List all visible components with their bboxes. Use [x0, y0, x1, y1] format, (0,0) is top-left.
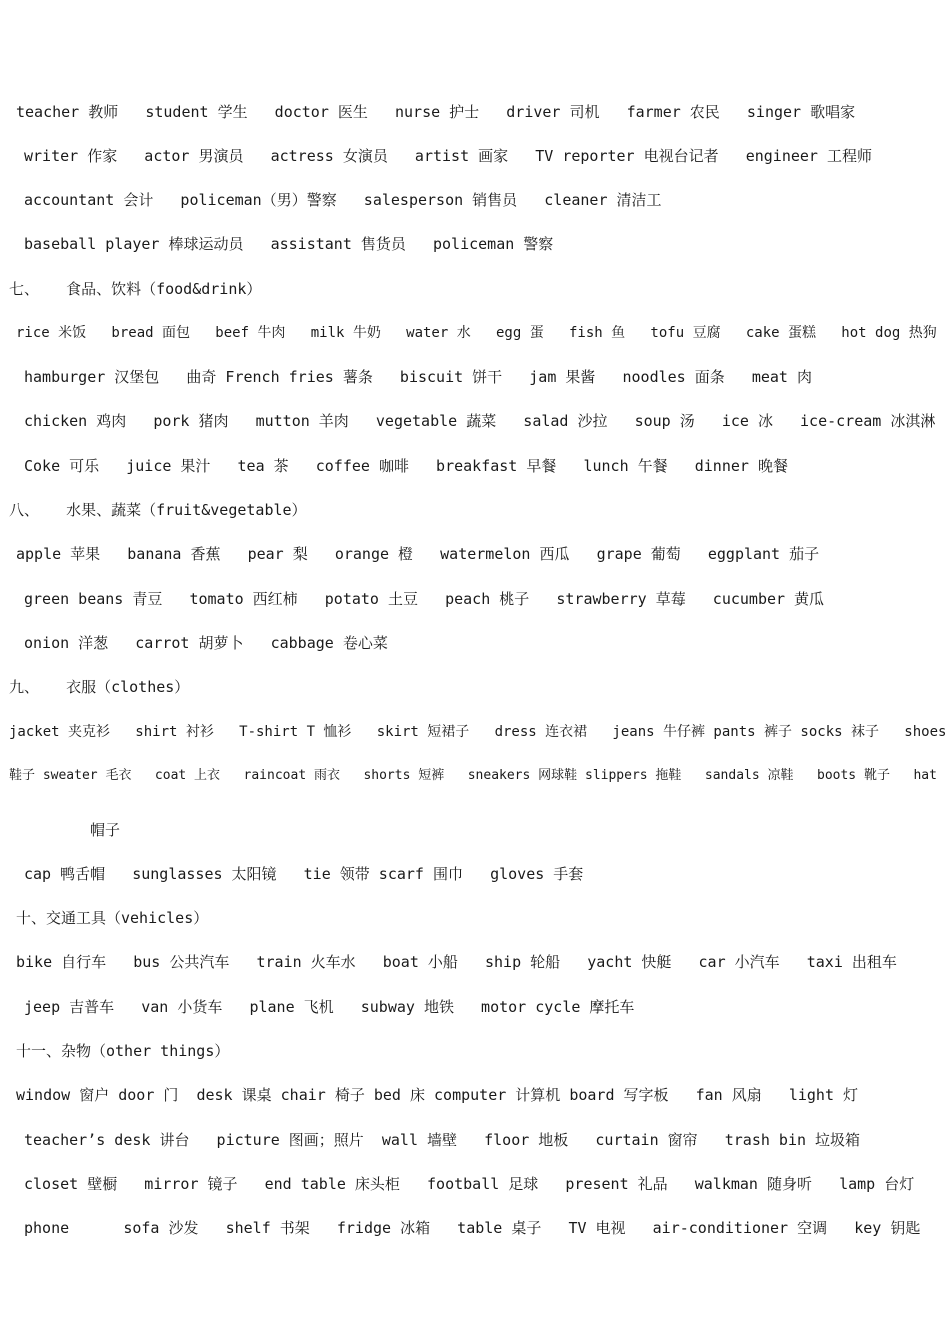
- vocab-line-clothes-3: cap 鸭舌帽 sunglasses 太阳镜 tie 领带 scarf 围巾 gloves 手套: [24, 865, 584, 883]
- section-heading-vehicles: 十、交通工具（vehicles）: [16, 909, 209, 927]
- section-heading-other-things: 十一、杂物（other things）: [16, 1042, 230, 1060]
- vocab-line-other-1: window 窗户 door 门 desk 课桌 chair 椅子 bed 床 computer 计算机 board 写字板 fan 风扇 light 灯: [16, 1086, 859, 1104]
- vocab-line-jobs-4: baseball player 棒球运动员 assistant 售货员 policeman 警察: [24, 235, 554, 253]
- vocab-line-food-2: hamburger 汉堡包 曲奇 French fries 薯条 biscuit 饼干 jam 果酱 noodles 面条 meat 肉: [24, 368, 812, 386]
- vocab-line-other-2: teacher’s desk 讲台 picture 图画；照片 wall 墙壁 floor 地板 curtain 窗帘 trash bin 垃圾箱: [24, 1131, 861, 1149]
- vocab-line-fruit-3: onion 洋葱 carrot 胡萝卜 cabbage 卷心菜: [24, 634, 388, 652]
- section-heading-food: 七、 食品、饮料（food&drink）: [9, 280, 262, 298]
- vocab-line-clothes-wrap: 帽子: [90, 821, 121, 839]
- vocab-line-clothes-1: jacket 夹克衫 shirt 衬衫 T-shirt T 恤衫 skirt 短裙子 dress 连衣裙 jeans 牛仔裤 pants 裤子 socks 袜子 shoes: [9, 724, 947, 740]
- vocab-line-jobs-3: accountant 会计 policeman（男）警察 salesperson 销售员 cleaner 清洁工: [24, 191, 662, 209]
- vocab-line-vehicles-1: bike 自行车 bus 公共汽车 train 火车水 boat 小船 ship 轮船 yacht 快艇 car 小汽车 taxi 出租车: [16, 953, 897, 971]
- section-heading-fruit: 八、 水果、蔬菜（fruit&vegetable）: [9, 501, 307, 519]
- section-heading-clothes: 九、 衣服（clothes）: [9, 678, 190, 696]
- vocab-line-jobs-2: writer 作家 actor 男演员 actress 女演员 artist 画家 TV reporter 电视台记者 engineer 工程师: [24, 147, 872, 165]
- vocab-line-clothes-2: 鞋子 sweater 毛衣 coat 上衣 raincoat 雨衣 shorts 短裤 sneakers 网球鞋 slippers 拖鞋 sandals 凉鞋 boots 靴子 hat: [9, 768, 937, 783]
- vocab-line-fruit-2: green beans 青豆 tomato 西红柿 potato 土豆 peach 桃子 strawberry 草莓 cucumber 黄瓜: [24, 590, 825, 608]
- vocab-line-fruit-1: apple 苹果 banana 香蕉 pear 梨 orange 橙 watermelon 西瓜 grape 葡萄 eggplant 茄子: [16, 545, 820, 563]
- vocab-line-other-3: closet 壁橱 mirror 镜子 end table 床头柜 football 足球 present 礼品 walkman 随身听 lamp 台灯: [24, 1175, 915, 1193]
- vocab-line-food-3: chicken 鸡肉 pork 猪肉 mutton 羊肉 vegetable 蔬菜 salad 沙拉 soup 汤 ice 冰 ice-cream 冰淇淋: [24, 412, 936, 430]
- vocab-line-food-1: rice 米饭 bread 面包 beef 牛肉 milk 牛奶 water 水 egg 蛋 fish 鱼 tofu 豆腐 cake 蛋糕 hot dog 热狗: [16, 325, 937, 341]
- vocab-line-other-4: phone sofa 沙发 shelf 书架 fridge 冰箱 table 桌子 TV 电视 air-conditioner 空调 key 钥匙: [24, 1219, 921, 1237]
- vocab-line-vehicles-2: jeep 吉普车 van 小货车 plane 飞机 subway 地铁 motor cycle 摩托车: [24, 998, 635, 1016]
- vocab-line-food-4: Coke 可乐 juice 果汁 tea 茶 coffee 咖啡 breakfast 早餐 lunch 午餐 dinner 晚餐: [24, 457, 788, 475]
- vocab-line-jobs-1: teacher 教师 student 学生 doctor 医生 nurse 护士 driver 司机 farmer 农民 singer 歌唱家: [16, 103, 856, 121]
